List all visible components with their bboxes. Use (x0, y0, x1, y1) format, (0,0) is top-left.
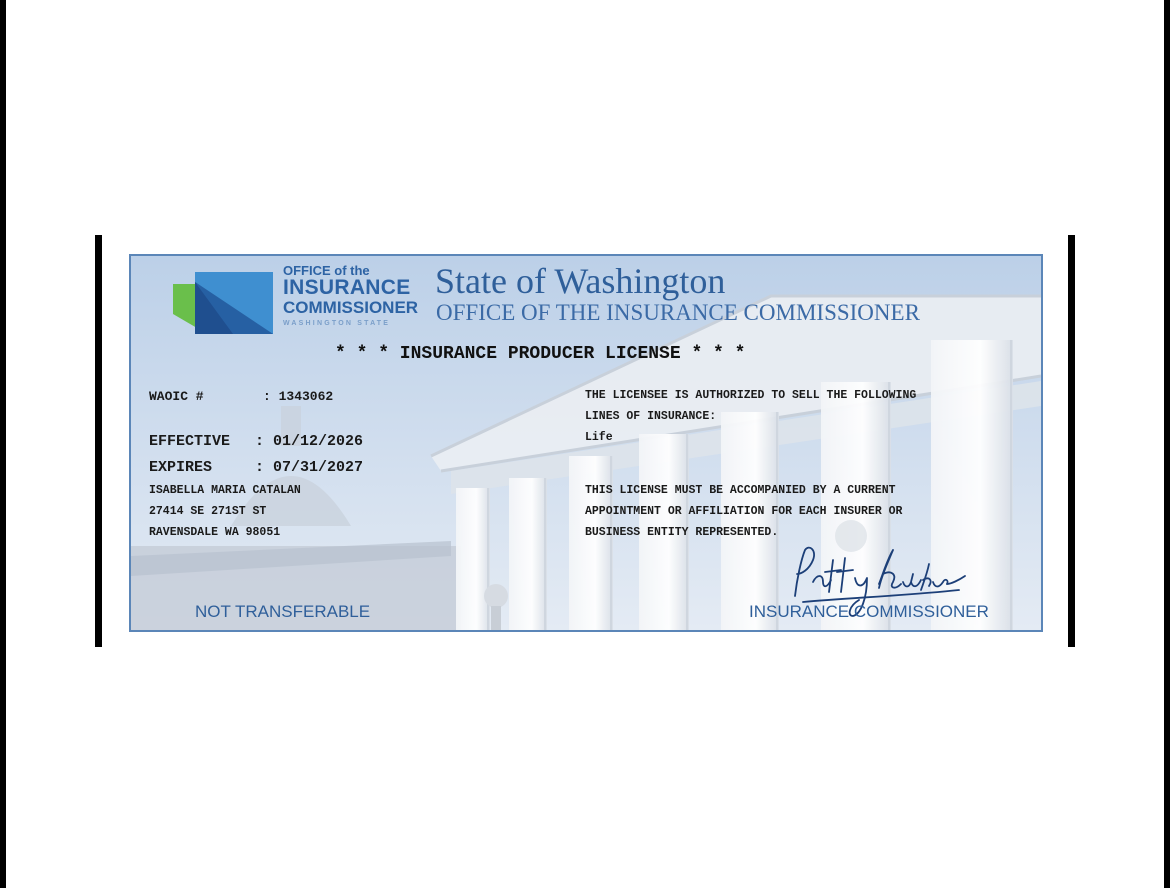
logo-line-commissioner: COMMISSIONER (283, 298, 419, 317)
license-heading: * * * INSURANCE PRODUCER LICENSE * * * (335, 344, 746, 364)
left-edge-bar (0, 0, 6, 888)
licensee-street: 27414 SE 271ST ST (149, 505, 267, 518)
expires-label: EXPIRES (149, 459, 213, 476)
licensee-city: RAVENSDALE WA 98051 (149, 526, 281, 539)
notice-line-3: BUSINESS ENTITY REPRESENTED. (585, 526, 779, 539)
lines-of-insurance-value: Life (585, 431, 613, 444)
authorization-line-2: LINES OF INSURANCE: (585, 410, 717, 423)
office-title: OFFICE OF THE INSURANCE COMMISSIONER (436, 300, 920, 325)
insurance-commissioner-label: INSURANCE COMMISSIONER (749, 602, 989, 621)
right-frame-bar (1068, 235, 1075, 647)
logo-line-washington-state: WASHINGTON STATE (283, 320, 391, 327)
notice-line-2: APPOINTMENT OR AFFILIATION FOR EACH INSURER OR (585, 505, 903, 518)
left-frame-bar (95, 235, 102, 647)
expires-date: : 07/31/2027 (255, 459, 364, 476)
licensee-name: ISABELLA MARIA CATALAN (149, 484, 301, 497)
not-transferable-label: NOT TRANSFERABLE (195, 602, 371, 621)
logo-line-insurance: INSURANCE (283, 276, 411, 299)
waoic-number: : 1343062 (263, 389, 334, 404)
notice-line-1: THIS LICENSE MUST BE ACCOMPANIED BY A CURRENT (585, 484, 896, 497)
waoic-label: WAOIC # (149, 389, 204, 404)
license-card (129, 254, 1043, 632)
authorization-line-1: THE LICENSEE IS AUTHORIZED TO SELL THE FOLLOWING (585, 389, 917, 402)
effective-date: : 01/12/2026 (255, 433, 364, 450)
right-edge-bar (1164, 0, 1170, 888)
effective-label: EFFECTIVE (149, 433, 231, 450)
logo-line-office-of-the: OFFICE of the (283, 263, 370, 278)
state-title: State of Washington (435, 261, 726, 301)
